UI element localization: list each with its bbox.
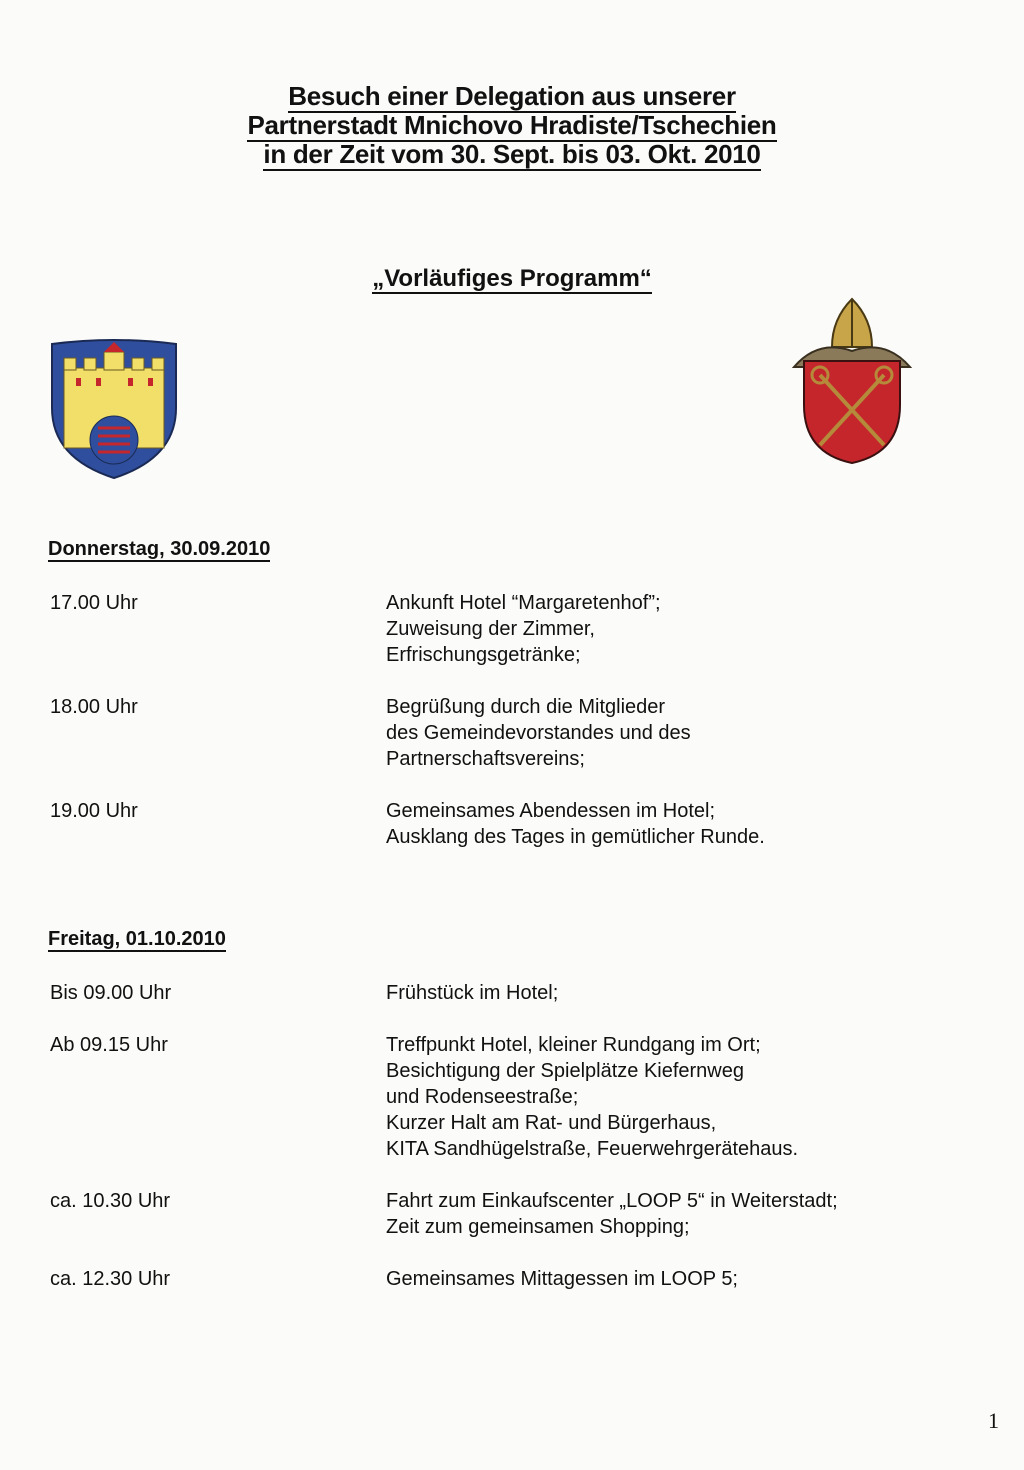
entry-description bbox=[386, 590, 986, 668]
entry-description-line: Frühstück im Hotel; bbox=[386, 982, 559, 1004]
entry-description-line: Gemeinsames Abendessen im Hotel; bbox=[386, 800, 716, 822]
title-line-1 bbox=[0, 82, 1024, 111]
entry-time: 19.00 Uhr bbox=[50, 800, 138, 822]
entry-description bbox=[386, 1266, 986, 1292]
day-heading bbox=[48, 538, 270, 561]
entry-time: ca. 10.30 Uhr bbox=[50, 1190, 171, 1212]
entry-description-line: des Gemeindevorstandes und des bbox=[386, 722, 691, 744]
entry-time: Ab 09.15 Uhr bbox=[50, 1034, 168, 1056]
page-number: 1 bbox=[988, 1408, 999, 1433]
entry-description-line: Zuweisung der Zimmer, bbox=[386, 618, 595, 640]
title-line-2-text: Partnerstadt Mnichovo Hradiste/Tschechien bbox=[247, 110, 777, 140]
entry-description bbox=[386, 694, 986, 772]
entry-description-line: Ausklang des Tages in gemütlicher Runde. bbox=[386, 826, 765, 848]
entry-description bbox=[386, 798, 986, 850]
partner-town-coat-of-arms-icon bbox=[788, 295, 916, 467]
entry-description-line: Fahrt zum Einkaufscenter „LOOP 5“ in Weiterstadt; bbox=[386, 1190, 838, 1212]
entry-time: ca. 12.30 Uhr bbox=[50, 1268, 171, 1290]
entry-time: Bis 09.00 Uhr bbox=[50, 982, 172, 1004]
town-coat-of-arms-icon bbox=[46, 338, 182, 480]
entry-time: 17.00 Uhr bbox=[50, 592, 138, 614]
program-subtitle-text: „Vorläufiges Programm“ bbox=[372, 265, 652, 292]
entry-description-line: Ankunft Hotel “Margaretenhof”; bbox=[386, 592, 661, 614]
title-line-3-text: in der Zeit vom 30. Sept. bis 03. Okt. 2010 bbox=[263, 139, 761, 169]
document-title bbox=[0, 82, 1024, 169]
entry-description-line: Besichtigung der Spielplätze Kiefernweg bbox=[386, 1060, 744, 1082]
entry-description-line: Gemeinsames Mittagessen im LOOP 5; bbox=[386, 1268, 738, 1290]
entry-description-line: Zeit zum gemeinsamen Shopping; bbox=[386, 1216, 690, 1238]
entry-time: 18.00 Uhr bbox=[50, 696, 138, 718]
entry-description bbox=[386, 1188, 986, 1240]
entry-description-line: und Rodenseestraße; bbox=[386, 1086, 579, 1108]
title-line-2 bbox=[0, 111, 1024, 140]
day-heading-text: Freitag, 01.10.2010 bbox=[48, 928, 226, 950]
title-line-3 bbox=[0, 140, 1024, 169]
entry-description bbox=[386, 980, 986, 1006]
program-subtitle bbox=[0, 265, 1024, 293]
entry-description-line: Begrüßung durch die Mitglieder bbox=[386, 696, 666, 718]
entry-description-line: KITA Sandhügelstraße, Feuerwehrgerätehaus. bbox=[386, 1138, 799, 1160]
title-line-1-text: Besuch einer Delegation aus unserer bbox=[288, 81, 736, 111]
entry-description-line: Partnerschaftsvereins; bbox=[386, 748, 585, 770]
day-heading bbox=[48, 928, 226, 951]
entry-description-line: Treffpunkt Hotel, kleiner Rundgang im Ort; bbox=[386, 1034, 761, 1056]
day-heading-text: Donnerstag, 30.09.2010 bbox=[48, 538, 271, 560]
entry-description bbox=[386, 1032, 986, 1162]
entry-description-line: Erfrischungsgetränke; bbox=[386, 644, 581, 666]
entry-description-line: Kurzer Halt am Rat- und Bürgerhaus, bbox=[386, 1112, 717, 1134]
